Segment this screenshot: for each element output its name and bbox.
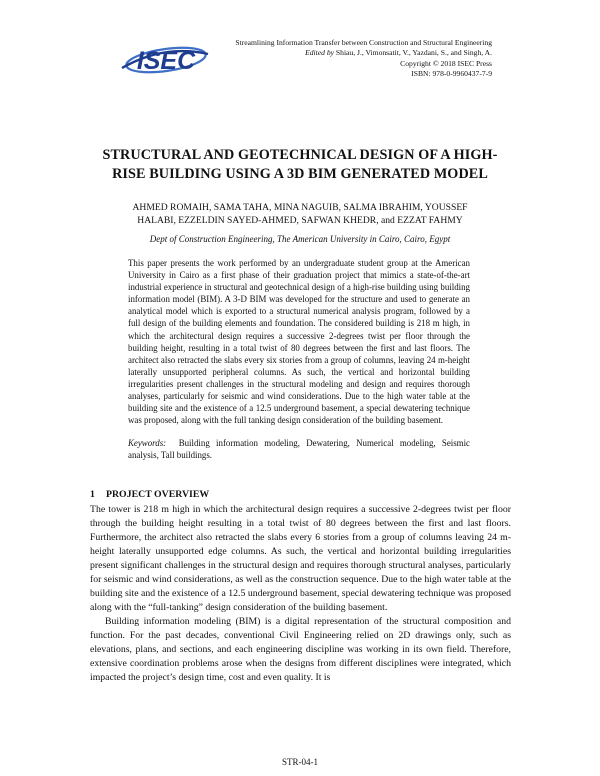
keywords-text: Building information modeling, Dewatering, Numerical modeling, Seismic analysis, Tall buildings. — [128, 438, 470, 461]
keywords-label: Keywords: — [128, 438, 167, 448]
paper-authors: AHMED ROMAIH, SAMA TAHA, MINA NAGUIB, SALMA IBRAHIM, YOUSSEF HALABI, EZZELDIN SAYED-AHMED, SAFWAN KHEDR, and EZZAT FAHMY — [132, 202, 468, 226]
copyright: Copyright © 2018 ISEC Press — [400, 58, 492, 68]
logo-text: ISEC — [136, 47, 196, 75]
editors: Shiau, J., Vimonsatit, V., Yazdani, S., and Singh, A. — [335, 48, 492, 58]
body-paragraph-1: The tower is 218 m high in which the architectural design requires a successive 2-degrees twist per floor through the building height resulting in a total twist of 80 degrees between the first and last floors. Furthermore, the architect also retracted the slabs every 6 stories from a group of columns leaving 24 m-height laterally unsupported edge columns. As such, the vertical and horizontal building irregularities present significant challenges in the structural design and requires thorough structural analyses, particularly for seismic and wind considerations, as well as the construction sequence. Due to the high water table at the building site and the existence of a 12.5 underground basement, special dewatering technique was proposed along with the “full-tanking” design consideration of the building basement. — [90, 504, 511, 613]
editors-line — [192, 48, 492, 58]
page-footer: STR-04-1 — [282, 757, 318, 767]
section-title: PROJECT OVERVIEW — [106, 489, 210, 500]
abstract: This paper presents the work performed by an undergraduate student group at the American University in Cairo as a first phase of their graduation project that mimics a state-of-the-art industrial experience in structural and geotechnical design of a high-rise building using building information model (BIM). A 3-D BIM was developed for the structure and used to generate an analytical model which is exported to a structural numerical analysis program, followed by a full design of the building elements and foundation. The considered building is 218 m high, in which the architectural design requires a successive 2-degrees twist per floor through the building height, resulting in a total twist of 80 degrees between the first and last floors. The architect also retracted the slabs every six stories from a group of columns, leaving 24 m-height laterally unsupported peripheral columns. As such, the vertical and horizontal building irregularities present challenges in the structural modeling and design and requires thorough analyses, particularly for seismic and wind considerations. Due to the high water table at the building site and the existence of a 12.5 underground basement, a special dewatering technique was proposed, along with the full tanking design consideration of the building basement. — [128, 258, 470, 426]
edited-by-label: Edited by — [305, 48, 335, 58]
section-number: 1 — [90, 489, 95, 500]
paper-affiliation: Dept of Construction Engineering, The American University in Cairo, Cairo, Egypt — [149, 234, 451, 244]
section-body — [90, 503, 511, 685]
keywords — [128, 437, 470, 461]
isbn: ISBN: 978-0-9960437-7-9 — [411, 69, 492, 79]
header-info — [192, 38, 492, 80]
body-paragraph-2: Building information modeling (BIM) is a digital representation of the structural composition and function. For the past decades, conventional Civil Engineering relied on 2D drawings only, such as elevations, plans, and sections, and each engineering discipline was working in its own field. Therefore, extensive coordination problems arose when the designs from different disciplines were integrated, which impacted the project’s design time, cost and even quality. It is — [90, 616, 511, 683]
paper-title: STRUCTURAL AND GEOTECHNICAL DESIGN OF A HIGH-RISE BUILDING USING A 3D BIM GENERATED MODEL — [102, 147, 498, 182]
section-heading — [90, 489, 209, 501]
conference-title: Streamlining Information Transfer between Construction and Structural Engineering — [235, 38, 492, 47]
